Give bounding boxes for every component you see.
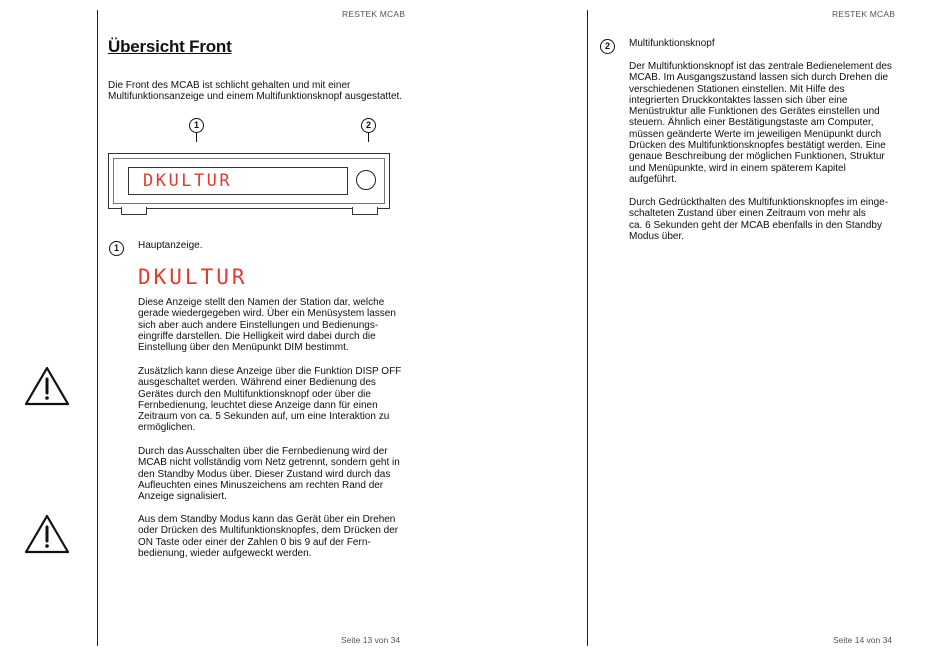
section-1-paragraph-2: Zusätzlich kann diese Anzeige über die Funktion DISP OFF ausgeschaltet werden. Während einer Bedienung des Gerätes durch den Multifunktionsknopf oder über die Fernbedienung, leuchtet diese Anzeige dann für einen Zeitraum von ca. 5 Sekunden auf, um eine Interaktion zu ermöglichen.: [138, 366, 402, 434]
section-2-number: 2: [600, 39, 615, 54]
section-1-label: Hauptanzeige.: [138, 240, 203, 251]
right-page-header: RESTEK MCAB: [832, 9, 896, 19]
display-sample-text: DKULTUR: [138, 265, 248, 289]
left-page-header: RESTEK MCAB: [342, 9, 406, 19]
device-foot-left: [121, 207, 147, 215]
section-2-paragraph-1: Der Multifunktionsknopf ist das zentrale Bedienelement des MCAB. Im Ausgangszustand lassen sich durch Drehen die verschiedenen Stationen einstellen. Mit Hilfe des integrierten Druckkontaktes lassen sich über eine Menüstruktur alle Funktionen des Gerätes einstellen und steuern. Ähnlich einer Bestätigungstaste am Computer, müssen geänderte Werte im jeweiligen Menüpunkt durch Drücken des Multifunktionsknopfes bestätigt werden. Eine genaue Beschreibung der möglichen Funktionen, Struktur und Menüpunkte, wird in einem späterem Kapitel aufgeführt.: [629, 61, 892, 185]
left-page-footer: Seite 13 von 34: [341, 635, 401, 645]
multifunction-knob: [356, 170, 376, 190]
device-display-text: DKULTUR: [143, 171, 233, 191]
callout-1: 1: [189, 118, 204, 133]
section-2-paragraph-2: Durch Gedrückthalten des Multifunktionsknopfes im einge- schalteten Zustand über einen Zeitraum von mehr als ca. 6 Sekunden geht der MCAB ebenfalls in den Standby Modus über.: [629, 197, 889, 242]
device-display: [128, 167, 348, 195]
section-1-number: 1: [109, 241, 124, 256]
section-2-label: Multifunktionsknopf: [629, 38, 715, 49]
warning-triangle-icon: [24, 366, 70, 406]
section-1-paragraph-1: Diese Anzeige stellt den Namen der Station dar, welche gerade wiedergegeben wird. Über ein Menüsystem lassen sich aber auch andere Einstellungen und Bedienungs- eingriffe darstellen. Die Helligkeit wird dabei durch die Einstellung über den Menüpunkt DIM bestimmt.: [138, 297, 396, 354]
intro-text: Die Front des MCAB ist schlicht gehalten und mit einer Multifunktionsanzeige und einem Multifunktionsknopf ausgestattet.: [108, 80, 403, 103]
section-1-paragraph-4: Aus dem Standby Modus kann das Gerät über ein Drehen oder Drücken des Multifunktionsknopfes, dem Drücken der ON Taste oder einer der Zahlen 0 bis 9 auf der Fern- bedienung, wieder aufgeweckt werden.: [138, 514, 399, 559]
right-page-footer: Seite 14 von 34: [833, 635, 893, 645]
section-1-paragraph-3: Durch das Ausschalten über die Fernbedienung wird der MCAB nicht vollständig vom Netz getrennt, sondern geht in den Standby Modus über. Dieser Zustand wird durch das Aufleuchten eines Minuszeichens am rechten Rand der Anzeige signalisiert.: [138, 446, 400, 503]
warning-triangle-icon: [24, 514, 70, 554]
device-foot-right: [352, 207, 378, 215]
page-title: Übersicht Front: [108, 37, 232, 56]
left-page-border: [97, 10, 98, 646]
center-page-divider: [587, 10, 588, 646]
callout-2: 2: [361, 118, 376, 133]
callout-1-leader: [196, 133, 197, 142]
callout-2-leader: [368, 133, 369, 142]
